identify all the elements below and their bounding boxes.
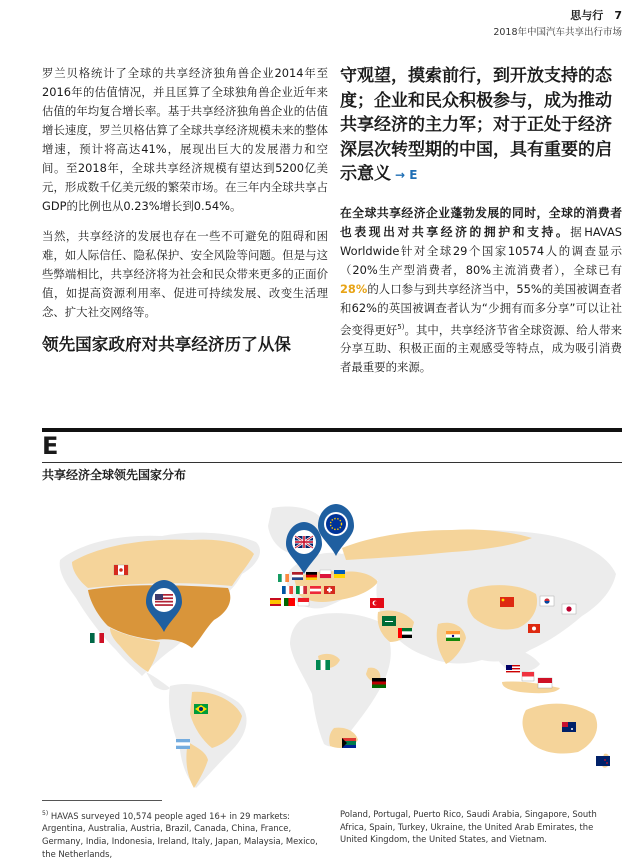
report-subtitle: 2018年中国汽车共享出行市场 bbox=[493, 27, 622, 38]
brand-label: 思与行 bbox=[570, 9, 604, 22]
footnote-divider bbox=[42, 800, 162, 801]
headline-start: 领先国家政府对共享经济历了从保 bbox=[42, 335, 291, 354]
page-header bbox=[493, 4, 622, 38]
hong-kong-flag bbox=[528, 624, 540, 633]
highlight-percent: 28% bbox=[340, 281, 368, 296]
saudi-flag bbox=[382, 616, 396, 626]
exhibit-reference-link[interactable]: → E bbox=[395, 168, 418, 182]
paragraph-1: 罗兰贝格统计了全球的共享经济独角兽企业2014年至2016年的估值情况，并且匡算了全球独角兽企业近年来估值的年均复合增长率。基于共享经济独角兽企业的估值增长速度，罗兰贝格估算了全球共享经济规模未来的整体增速，预计将高达41%，展现出巨大的发展潜力和空间。至2018年，全球共享经济规模有望达到5200亿美元，形成数千亿美元级的繁荣市场。在三年内全球共享占GDP的比例也从0.23%增长到0.54%。 bbox=[42, 66, 328, 213]
uae-flag bbox=[398, 628, 412, 638]
page-number: 7 bbox=[614, 9, 622, 22]
paragraph-2: 当然，共享经济的发展也存在一些不可避免的阻碍和困难，如人际信任、隐私保护、安全风险等问题。但是与这些弊端相比，共享经济将为社会和民众带来更多的正面价值，如提高资源利用率、促进可持续发展、改变生活理念、扩大社交网络等。 bbox=[42, 229, 328, 319]
indonesia-flag bbox=[538, 678, 552, 688]
malaysia-flag bbox=[506, 665, 520, 675]
exhibit-title: 共享经济全球领先国家分布 bbox=[42, 468, 187, 482]
china-flag bbox=[500, 597, 514, 607]
section-underline bbox=[42, 462, 622, 463]
new-zealand-flag bbox=[596, 756, 610, 766]
section-divider bbox=[42, 428, 622, 432]
headline-continuation: 守观望，摸索前行，到开放支持的态度；企业和民众积极参与，成为推动共享经济的主力军；对于正处于经济深层次转型期的中国，具有重要的启示意义 → E bbox=[340, 66, 612, 184]
footnote-marker: 5) bbox=[397, 322, 405, 331]
canada-flag bbox=[114, 565, 128, 575]
singapore-flag bbox=[522, 672, 534, 681]
australia-flag bbox=[562, 722, 576, 732]
world-map bbox=[42, 500, 622, 790]
kenya-flag bbox=[372, 678, 386, 688]
lead-sentence: 在全球共享经济企业蓬勃发展的同时，全球的消费者也表现出对共享经济的拥护和支持。 bbox=[340, 205, 622, 239]
turkey-flag bbox=[370, 598, 384, 608]
exhibit-letter: E bbox=[42, 432, 59, 460]
mexico-flag bbox=[90, 633, 104, 643]
footnote-left: $^{5)}$ HAVAS surveyed 10,574 people aged 16+ in 29 markets: Argentina, Australia, Austria, Brazil, Canada, China, France, Germany, India, Indonesia, Ireland, Italy, Japan, Malaysia, Mexico, the Netherlands, bbox=[42, 810, 318, 859]
central-america-shape bbox=[146, 672, 170, 690]
argentina-flag bbox=[176, 739, 190, 749]
brazil-flag bbox=[194, 704, 208, 714]
nigeria-flag bbox=[316, 660, 330, 670]
japan-flag bbox=[562, 604, 576, 614]
korea-flag bbox=[540, 596, 554, 606]
south-africa-flag bbox=[342, 738, 356, 748]
right-column bbox=[340, 64, 622, 388]
australia-shape bbox=[523, 704, 598, 754]
footnote-right: Poland, Portugal, Puerto Rico, Saudi Arabia, Singapore, South Africa, Spain, Turkey, Ukraine, the United Arab Emirates, the United Kingdom, the United States, and Vietnam. bbox=[340, 809, 597, 845]
india-flag bbox=[446, 631, 460, 641]
survey-paragraph: 在全球共享经济企业蓬勃发展的同时，全球的消费者也表现出对共享经济的拥护和支持。据HAVAS Worldwide针对全球29个国家10574人的调查显示（20%生产型消费者，80%主流消费者），全球已有28%的人口参与到共享经济当中，55%的美国被调查者和62%的英国被调查者认为“少拥有而多分享”可以让社会变得更好$^{5)}$。其中，共享经济节省全球资源、给人带来分享互助、积极正面的主观感受等特点，成为吸引消费者最重要的来源。 bbox=[340, 205, 622, 375]
left-column bbox=[42, 64, 328, 357]
